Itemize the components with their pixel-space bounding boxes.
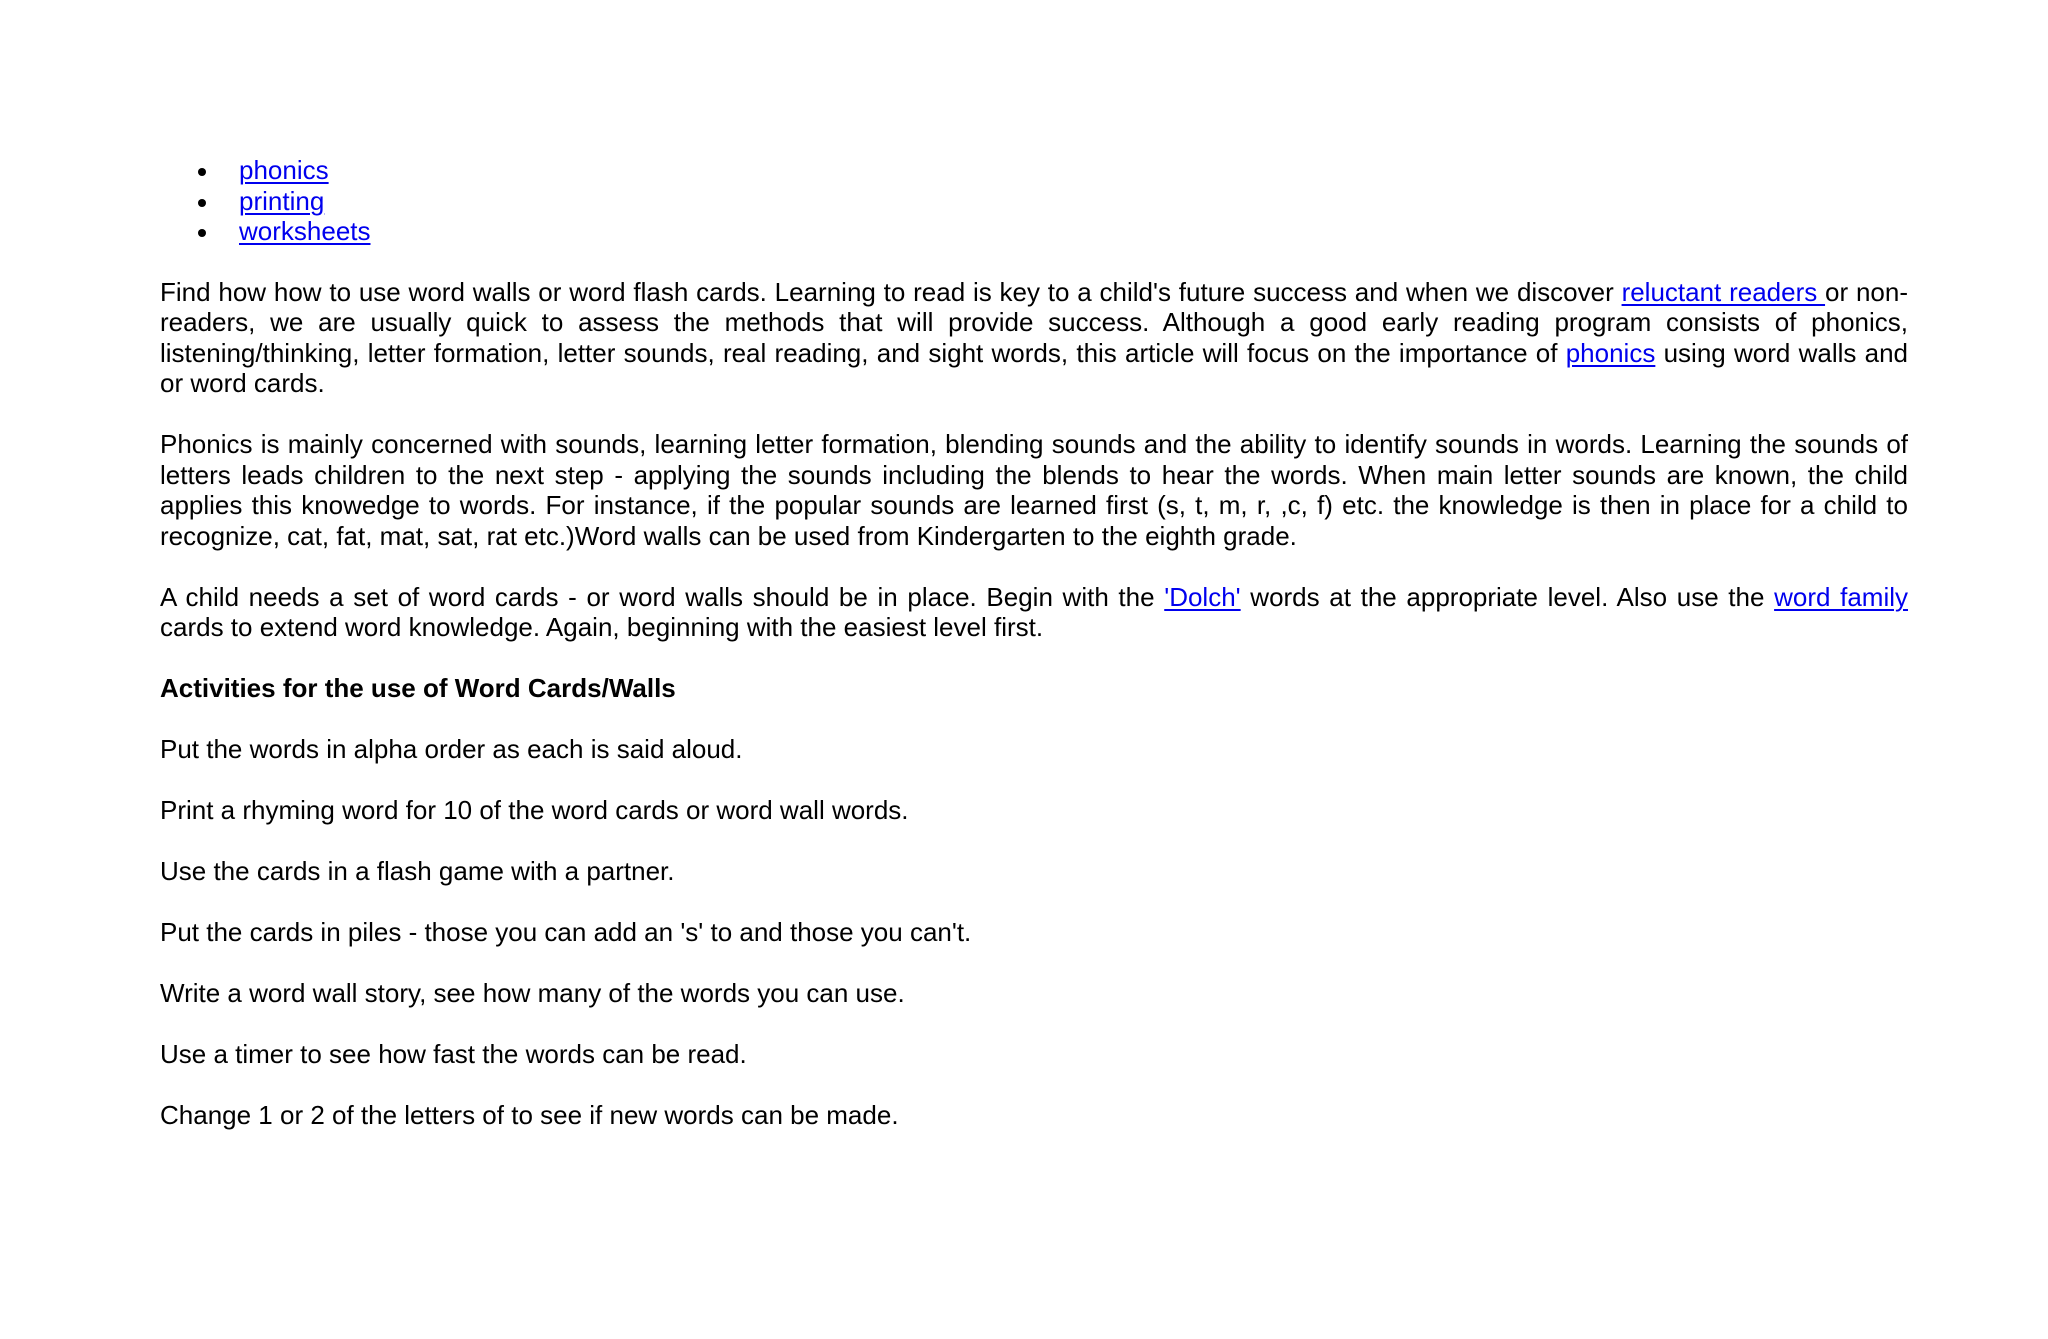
activity-item: Change 1 or 2 of the letters of to see if new words can be made.: [160, 1100, 899, 1130]
bullet-icon: [198, 168, 206, 176]
phonics-link[interactable]: phonics: [239, 155, 329, 185]
article-page: [160, 155, 1908, 1161]
worksheets-link[interactable]: worksheets: [239, 216, 371, 246]
list-item: [160, 186, 1908, 217]
activity-item: Write a word wall story, see how many of the words you can use.: [160, 978, 905, 1008]
activity-item: Use a timer to see how fast the words can be read.: [160, 1039, 747, 1069]
list-item: [160, 216, 1908, 247]
cards-text: cards to extend word knowledge. Again, beginning with the easiest level first.: [160, 612, 1044, 642]
cards-text: words at the appropriate level. Also use the: [1240, 581, 1775, 612]
cards-text: A child needs a set of word cards - or word walls should be in place. Begin with the: [160, 581, 1165, 612]
printing-link[interactable]: printing: [239, 185, 325, 216]
activities-heading: Activities for the use of Word Cards/Walls: [160, 673, 676, 703]
bullet-icon: [198, 229, 206, 237]
reluctant-readers-link[interactable]: reluctant readers: [1621, 276, 1826, 307]
intro-text: using word walls and or word cards.: [160, 337, 1908, 398]
phonics-inline-link[interactable]: phonics: [1565, 337, 1656, 368]
activity-item: Print a rhyming word for 10 of the word cards or word wall words.: [160, 795, 909, 825]
phonics-paragraph: Phonics is mainly concerned with sounds, learning letter formation, blending sounds and the ability to identify sounds in words. Learning the sounds of letters leads children to the next step - applying the sounds including the blends to hear the words. When main letter sounds are known, the child applies this knowedge to words. For instance, if the popular sounds are learned first (s, t, m, r, ,c, f) etc. the knowledge is then in place for a child to recognize, cat, fat, mat, sat, rat etc.)Word walls can be used from Kindergarten to the eighth grade.: [160, 429, 1908, 551]
list-item: [160, 155, 1908, 186]
intro-text: Find how how to use word walls or word flash cards. Learning to read is key to a child's future success and when we discover: [160, 276, 1622, 307]
activity-item: Put the words in alpha order as each is said aloud.: [160, 734, 743, 764]
intro-text: or non-readers, we are usually quick to assess the methods that will provide success. Although a good early reading program consists of phonics, listening/thinking, letter formation, letter sounds, real reading, and sight words, this article will focus on the importance of: [160, 276, 1909, 368]
topic-link-list: [160, 155, 1908, 247]
intro-paragraph: [160, 277, 1908, 399]
word-family-link[interactable]: word family: [1774, 581, 1908, 612]
bullet-icon: [198, 199, 206, 207]
activity-item: Use the cards in a flash game with a partner.: [160, 856, 675, 886]
activity-item: Put the cards in piles - those you can add an 's' to and those you can't.: [160, 917, 972, 947]
dolch-link[interactable]: 'Dolch': [1164, 581, 1241, 612]
word-cards-paragraph: [160, 582, 1908, 643]
